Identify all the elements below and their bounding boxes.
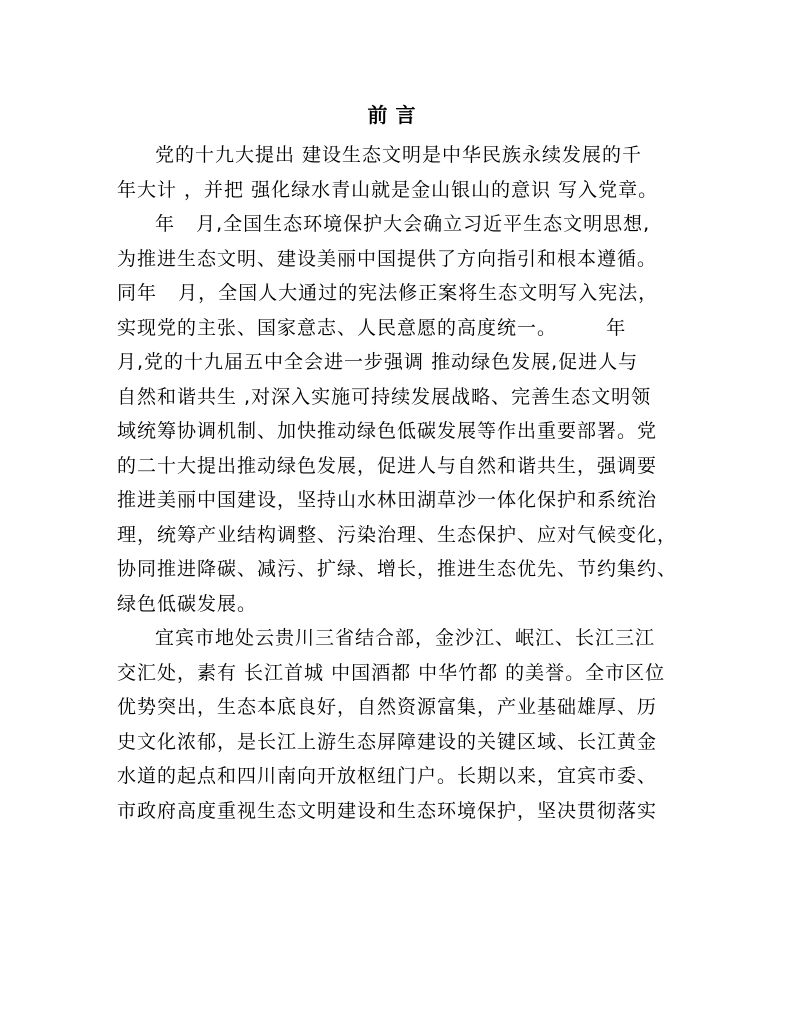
text-line: 同年 月，全国人大通过的宪法修正案将生态文明写入宪法， <box>117 282 659 304</box>
text-line: 优势突出，生态本底良好，自然资源富集，产业基础雄厚、历 <box>117 696 658 718</box>
body-text <box>117 138 677 828</box>
text-line: 水道的起点和四川南向开放枢纽门户。长期以来，宜宾市委、 <box>117 765 658 787</box>
text-line: 自然和谐共生 ,对深入实施可持续发展战略、完善生态文明领 <box>117 385 652 408</box>
text-line: 域统筹协调机制、加快推动绿色低碳发展等作出重要部署。党 <box>117 420 658 442</box>
text-line: 为推进生态文明、建设美丽中国提供了方向指引和根本遵循。 <box>117 247 658 270</box>
text-line: 年大计 ，并把 强化绿水青山就是金山银山的意识 写入党章。 <box>117 178 659 201</box>
text-line: 理，统筹产业结构调整、污染治理、生态保护、应对气候变化， <box>117 523 678 546</box>
text-line: 绿色低碳发展。 <box>117 592 258 615</box>
text-line: 协同推进降碳、减污、扩绿、增长，推进生态优先、节约集约、 <box>117 558 678 580</box>
text-line: 党的十九大提出 建设生态文明是中华民族永续发展的千 <box>155 144 643 166</box>
text-line: 宜宾市地处云贵川三省结合部，金沙江、岷江、长江三江 <box>155 627 656 649</box>
text-line: 交汇处，素有 长江首城 中国酒都 中华竹都 的美誉。全市区位 <box>117 661 666 684</box>
text-line: 史文化浓郁，是长江上游生态屏障建设的关键区域、长江黄金 <box>117 730 658 753</box>
text-line: 的二十大提出推动绿色发展，促进人与自然和谐共生，强调要 <box>117 454 658 477</box>
text-line: 年 月,全国生态环境保护大会确立习近平生态文明思想, <box>155 213 651 235</box>
page-title: 前言 <box>367 103 424 127</box>
text-line: 推进美丽中国建设，坚持山水林田湖草沙一体化保护和系统治 <box>117 489 658 511</box>
text-line: 月,党的十九届五中全会进一步强调 推动绿色发展,促进人与 <box>117 351 639 373</box>
text-line: 实现党的主张、国家意志、人民意愿的高度统一。 年 <box>117 316 627 339</box>
text-line: 市政府高度重视生态文明建设和生态环境保护，坚决贯彻落实 <box>117 799 658 822</box>
